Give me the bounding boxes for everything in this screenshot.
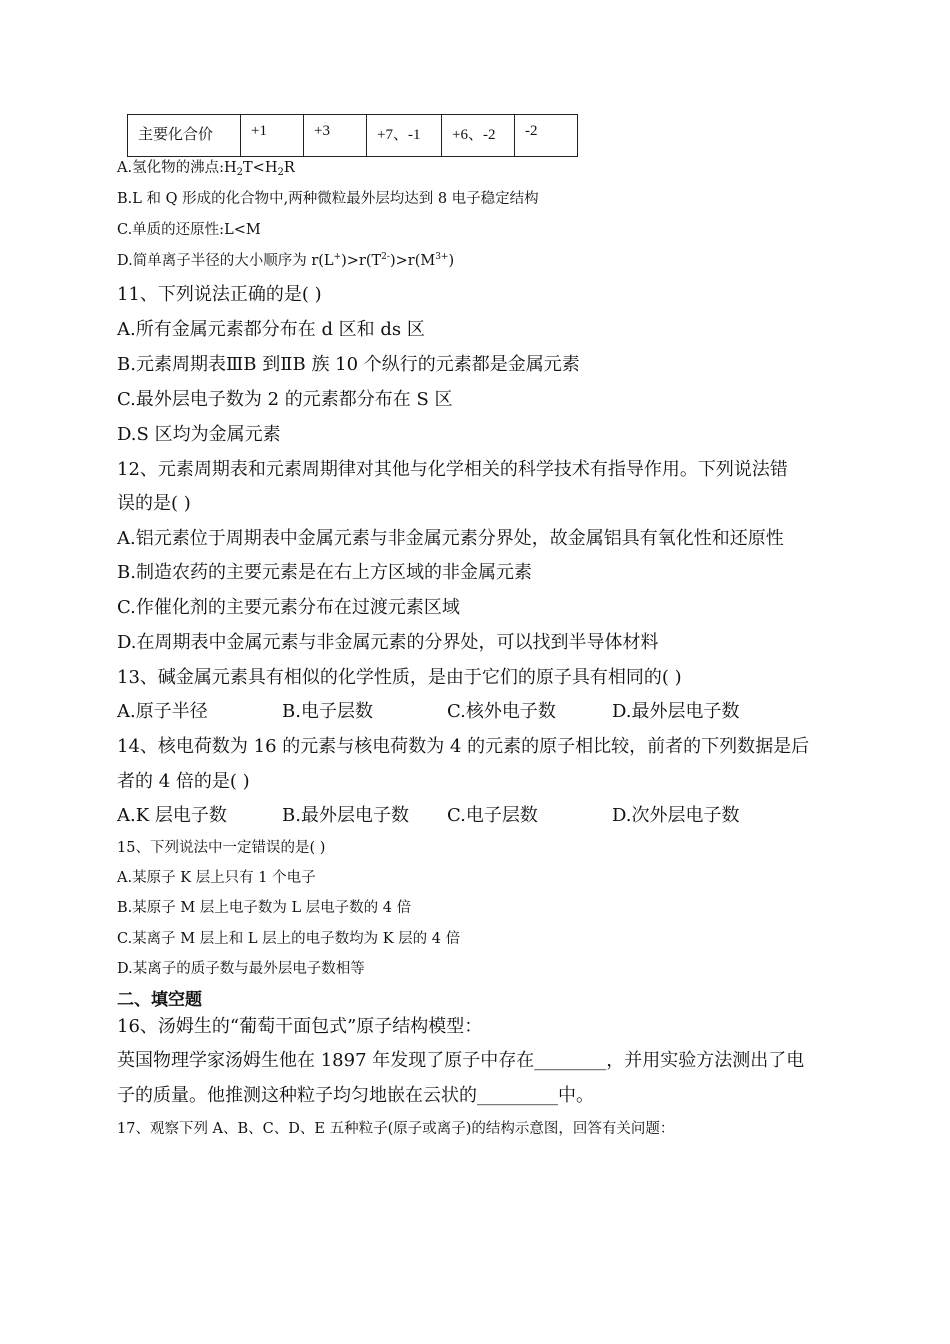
- table-cell: +3: [304, 115, 367, 157]
- table-row: [128, 115, 578, 157]
- q15-option-b: B.某原子 M 层上电子数为 L 层电子数的 4 倍: [117, 900, 412, 916]
- q12-option-d: D.在周期表中金属元素与非金属元素的分界处，可以找到半导体材料: [117, 632, 659, 653]
- table-cell: +7、-1: [367, 115, 442, 157]
- q14-option-d: D.次外层电子数: [612, 805, 740, 826]
- q11-option-a: A.所有金属元素都分布在 d 区和 ds 区: [117, 319, 425, 340]
- q16-line2: 子的质量。他推测这种粒子均匀地嵌在云状的_________中。: [117, 1085, 594, 1106]
- q17-stem: 17、观察下列 A、B、C、D、E 五种粒子(原子或离子)的结构示意图，回答有关问题：: [117, 1121, 675, 1137]
- q14-stem-line2: 者的 4 倍的是( ): [117, 771, 250, 792]
- text-run: A.氢化物的沸点:H: [117, 160, 237, 176]
- q14-stem-line1: 14、核电荷数为 16 的元素与核电荷数为 4 的元素的原子相比较，前者的下列数据是后: [117, 736, 810, 757]
- q10-option-c: C.单质的还原性:L<M: [117, 222, 261, 238]
- q13-stem: 13、碱金属元素具有相似的化学性质，是由于它们的原子具有相同的( ): [117, 667, 682, 688]
- text-run: )>r(T: [341, 253, 382, 269]
- superscript: 2-: [381, 252, 390, 262]
- valence-table: [127, 114, 578, 157]
- table-cell: +1: [241, 115, 304, 157]
- text-run: T<H: [243, 160, 278, 176]
- q13-option-c: C.核外电子数: [447, 701, 556, 722]
- q15-option-c: C.某离子 M 层上和 L 层上的电子数均为 K 层的 4 倍: [117, 931, 461, 947]
- text-run: R: [283, 160, 295, 176]
- q15-stem: 15、下列说法中一定错误的是( ): [117, 840, 326, 856]
- q12-option-a: A.铝元素位于周期表中金属元素与非金属元素分界处，故金属铝具有氧化性和还原性: [117, 528, 784, 549]
- q11-option-d: D.S 区均为金属元素: [117, 424, 281, 445]
- table-cell: 主要化合价: [128, 115, 241, 157]
- q12-stem-line2: 误的是( ): [117, 493, 191, 514]
- text-run: D.简单离子半径的大小顺序为 r(L: [117, 253, 334, 269]
- table-cell: -2: [515, 115, 578, 157]
- subscript: 2: [277, 167, 284, 178]
- table-cell: +6、-2: [442, 115, 515, 157]
- q11-option-c: C.最外层电子数为 2 的元素都分布在 S 区: [117, 389, 453, 410]
- text-run: ): [448, 253, 455, 269]
- q12-option-c: C.作催化剂的主要元素分布在过渡元素区域: [117, 597, 460, 618]
- q13-option-d: D.最外层电子数: [612, 701, 740, 722]
- q15-option-a: A.某原子 K 层上只有 1 个电子: [117, 870, 316, 886]
- section-heading: 二、填空题: [117, 990, 202, 1010]
- q12-stem-line1: 12、元素周期表和元素周期律对其他与化学相关的科学技术有指导作用。下列说法错: [117, 459, 788, 480]
- q11-option-b: B.元素周期表ⅢB 到ⅡB 族 10 个纵行的元素都是金属元素: [117, 354, 580, 375]
- q14-option-a: A.K 层电子数: [117, 805, 227, 826]
- subscript: 2: [236, 167, 243, 178]
- q10-option-d: [117, 253, 454, 270]
- q15-option-d: D.某离子的质子数与最外层电子数相等: [117, 961, 365, 977]
- q14-option-b: B.最外层电子数: [282, 805, 409, 826]
- q16-line1: 英国物理学家汤姆生他在 1897 年发现了原子中存在________，并用实验方法测出了电: [117, 1050, 805, 1071]
- q14-option-c: C.电子层数: [447, 805, 538, 826]
- superscript: +: [333, 252, 342, 262]
- text-run: )>r(M: [389, 253, 436, 269]
- q16-stem: 16、汤姆生的“葡萄干面包式”原子结构模型：: [117, 1016, 483, 1037]
- superscript: 3+: [435, 252, 449, 262]
- q10-option-a: [117, 160, 295, 177]
- q11-stem: 11、下列说法正确的是( ): [117, 284, 322, 305]
- q13-option-a: A.原子半径: [117, 701, 208, 722]
- q10-option-b: B.L 和 Q 形成的化合物中,两种微粒最外层均达到 8 电子稳定结构: [117, 191, 539, 207]
- q12-option-b: B.制造农药的主要元素是在右上方区域的非金属元素: [117, 562, 532, 583]
- q13-option-b: B.电子层数: [282, 701, 373, 722]
